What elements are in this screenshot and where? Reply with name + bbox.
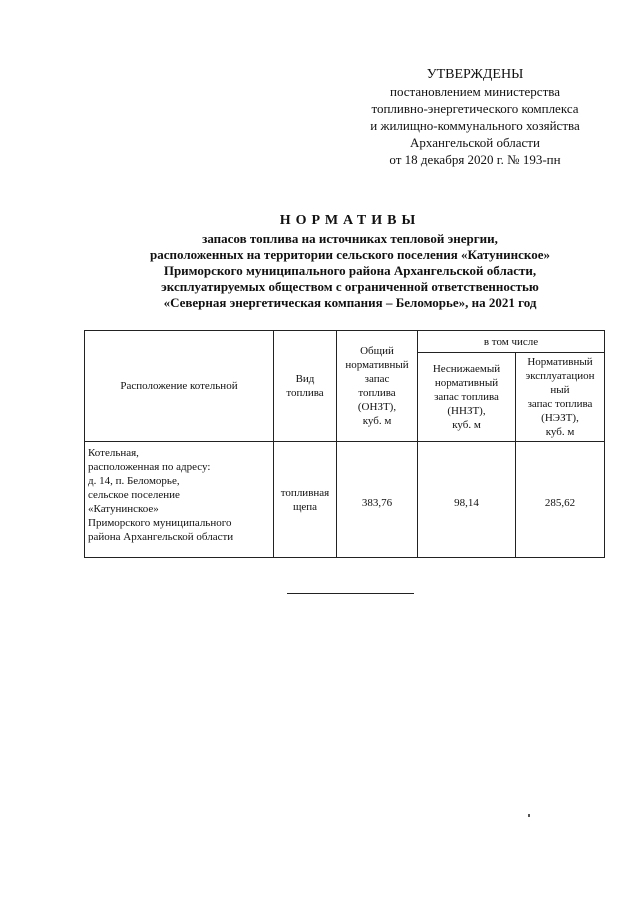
header-fuel-type-line: топлива <box>286 387 324 399</box>
title-line: Приморского муниципального района Архангельской области, <box>163 263 537 278</box>
header-nezt-line: (НЭЗТ), <box>541 412 579 424</box>
approval-heading: УТВЕРЖДЕНЫ <box>426 67 524 82</box>
cell-nnzt: 98,14 <box>418 442 516 558</box>
cell-nezt: 285,62 <box>516 442 605 558</box>
header-nezt-line: Нормативный <box>527 356 593 368</box>
approval-line: топливно-энергетического комплекса <box>371 101 579 116</box>
location-line: Приморского муниципального <box>88 517 232 529</box>
approval-line: Архангельской области <box>410 135 540 150</box>
header-nezt <box>516 353 605 442</box>
approval-line: и жилищно-коммунального хозяйства <box>370 118 580 133</box>
header-nnzt-line: куб. м <box>452 419 481 431</box>
fuel-type-line: топливная <box>280 486 330 499</box>
header-total-line: (ОНЗТ), <box>357 401 397 413</box>
norms-table <box>84 330 605 558</box>
location-line: сельское поселение <box>88 489 180 501</box>
title-line: запасов топлива на источниках тепловой энергии, <box>202 231 498 246</box>
header-nezt-line: куб. м <box>545 426 575 438</box>
location-line: «Катунинское» <box>88 503 159 515</box>
title-line: расположенных на территории сельского поселения «Катунинское» <box>150 247 550 262</box>
header-nnzt-line: Неснижаемый <box>432 363 501 375</box>
table-row <box>85 442 605 558</box>
location-line: д. 14, п. Беломорье, <box>88 475 180 487</box>
header-fuel-type <box>274 331 337 442</box>
scan-speck <box>528 814 530 817</box>
title-line: эксплуатируемых обществом с ограниченной ответственностью <box>161 279 539 294</box>
cell-location <box>85 442 274 558</box>
header-nezt-line: ный <box>550 384 570 396</box>
separator-line <box>287 593 414 594</box>
cell-fuel-type <box>274 442 337 558</box>
header-total-line: запас <box>364 373 390 385</box>
approval-stamp <box>330 66 620 168</box>
header-fuel-type-line: Вид <box>295 373 315 385</box>
main-title: НОРМАТИВЫ <box>279 213 421 228</box>
header-nnzt-line: нормативный <box>434 377 499 389</box>
fuel-type-line: щепа <box>292 500 318 513</box>
header-total-line: куб. м <box>362 415 392 427</box>
title-line: «Северная энергетическая компания – Беломорье», на 2021 год <box>163 295 537 310</box>
approval-line: постановлением министерства <box>389 84 560 99</box>
header-total <box>337 331 418 442</box>
document-title <box>80 213 620 311</box>
header-including: в том числе <box>418 331 605 353</box>
header-nnzt-line: запас топлива <box>434 391 499 403</box>
header-nnzt <box>418 353 516 442</box>
header-total-line: Общий <box>360 345 394 357</box>
header-nezt-line: запас топлива <box>527 398 593 410</box>
location-line: Котельная, <box>88 447 139 459</box>
header-total-line: топлива <box>358 387 396 399</box>
header-total-line: нормативный <box>345 359 409 371</box>
cell-total: 383,76 <box>337 442 418 558</box>
location-line: расположенная по адресу: <box>88 461 211 473</box>
approval-line: от 18 декабря 2020 г. № 193-пн <box>389 152 561 167</box>
header-location: Расположение котельной <box>85 331 274 442</box>
location-line: района Архангельской области <box>88 531 234 543</box>
header-nnzt-line: (ННЗТ), <box>447 405 486 417</box>
header-nezt-line: эксплуатацион <box>525 370 595 382</box>
